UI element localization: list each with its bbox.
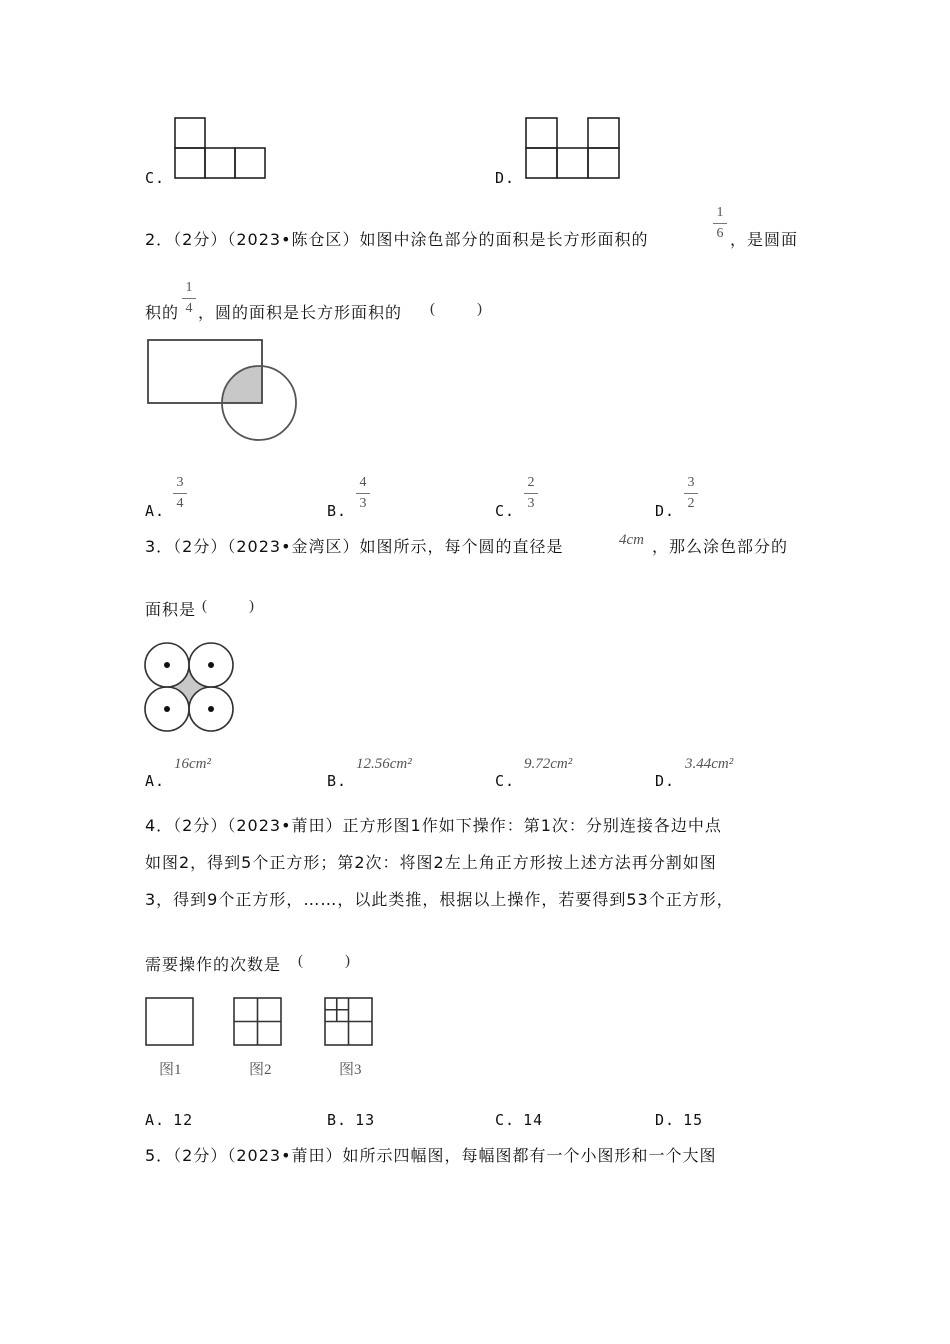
q2-fraction-1-den: 6	[716, 226, 724, 241]
q4-text-line2: 如图2，得到5个正方形；第2次：将图2左上角正方形按上述方法再分割如图	[145, 853, 717, 872]
q3-option-a-label[interactable]: A.	[145, 772, 166, 790]
q2-option-c-den: 3	[527, 496, 535, 511]
q4-caption-1: 图1	[159, 1062, 182, 1078]
q3-option-a-value: 16cm²	[174, 756, 211, 772]
q2-option-a-num: 3	[176, 475, 184, 490]
q2-option-b-label[interactable]: B.	[327, 502, 348, 520]
q3-diameter: 4cm	[619, 532, 644, 548]
q4-option-b-label: B.	[327, 1111, 348, 1129]
q2-option-b-den: 3	[359, 496, 367, 511]
q2-option-c-label[interactable]: C.	[495, 502, 516, 520]
q2-option-b-num: 4	[359, 475, 367, 490]
q4-option-a-value: 12	[173, 1111, 194, 1129]
q4-answer-paren[interactable]: ( )	[298, 953, 354, 969]
q2-option-d-den: 2	[687, 496, 695, 511]
q3-four-circles-figure	[142, 640, 238, 736]
q2-option-a-label[interactable]: A.	[145, 502, 166, 520]
q4-figure-1	[145, 997, 195, 1047]
q4-text-line4: 需要操作的次数是	[145, 955, 282, 974]
q2-option-a-den: 4	[176, 496, 184, 511]
q2-fraction-2-num: 1	[185, 280, 193, 295]
q2-fraction-2-den: 4	[185, 301, 193, 316]
q4-option-d-value: 15	[683, 1111, 704, 1129]
q3-text-line2: 面积是	[145, 600, 197, 619]
q2-option-d-num: 3	[687, 475, 695, 490]
q2-text-line1: 2．（2分）（2023•陈仓区）如图中涂色部分的面积是长方形面积的	[145, 230, 649, 249]
q3-option-b-label[interactable]: B.	[327, 772, 348, 790]
q3-option-c-value: 9.72cm²	[524, 756, 573, 772]
q2-option-d-fraction	[683, 475, 699, 512]
option-c-label[interactable]: C.	[145, 169, 166, 187]
q4-option-c[interactable]	[495, 1109, 543, 1131]
q4-caption-2: 图2	[249, 1062, 272, 1078]
q2-fraction-1	[712, 205, 728, 242]
q2-option-c-fraction	[523, 475, 539, 512]
q3-option-d-value: 3.44cm²	[685, 756, 734, 772]
q4-option-d-label: D.	[655, 1111, 676, 1129]
q4-option-c-value: 14	[523, 1111, 544, 1129]
q4-figure-2	[233, 997, 283, 1047]
q4-option-a[interactable]	[145, 1109, 193, 1131]
option-d-figure	[525, 117, 623, 181]
q2-fraction-2	[181, 280, 197, 317]
q4-option-c-label: C.	[495, 1111, 516, 1129]
q4-text-line1: 4．（2分）（2023•莆田）正方形图1作如下操作：第1次：分别连接各边中点	[145, 816, 722, 835]
q4-text-line3: 3，得到9个正方形，……，以此类推，根据以上操作，若要得到53个正方形，	[145, 890, 734, 909]
q2-text-line2-a: 积的	[145, 303, 180, 322]
q2-option-a-fraction	[172, 475, 188, 512]
option-d-label[interactable]: D.	[495, 169, 516, 187]
q3-option-c-label[interactable]: C.	[495, 772, 516, 790]
q5-text-line1: 5．（2分）（2023•莆田）如所示四幅图，每幅图都有一个小图形和一个大图	[145, 1146, 717, 1165]
q2-text-line1-end: ，是圆面	[730, 230, 799, 249]
q2-text-line2-b: ，圆的面积是长方形面积的	[198, 303, 403, 322]
option-c-figure	[174, 117, 268, 181]
q4-option-d[interactable]	[655, 1109, 703, 1131]
q4-option-a-label: A.	[145, 1111, 166, 1129]
q4-option-b[interactable]	[327, 1109, 375, 1131]
q2-option-d-label[interactable]: D.	[655, 502, 676, 520]
q3-text-line1-b: ，那么涂色部分的	[652, 537, 789, 556]
q2-option-b-fraction	[355, 475, 371, 512]
q2-option-c-num: 2	[527, 475, 535, 490]
q3-option-d-label[interactable]: D.	[655, 772, 676, 790]
q3-option-b-value: 12.56cm²	[356, 756, 412, 772]
q4-option-b-value: 13	[355, 1111, 376, 1129]
q4-caption-3: 图3	[339, 1062, 362, 1078]
q2-answer-paren[interactable]: ( )	[430, 301, 486, 317]
q3-answer-paren[interactable]: ( )	[202, 598, 258, 614]
q2-rectangle-circle-figure	[146, 338, 301, 443]
q3-text-line1-a: 3．（2分）（2023•金湾区）如图所示，每个圆的直径是	[145, 537, 564, 556]
q4-figure-3	[324, 997, 374, 1047]
q2-fraction-1-num: 1	[716, 205, 724, 220]
